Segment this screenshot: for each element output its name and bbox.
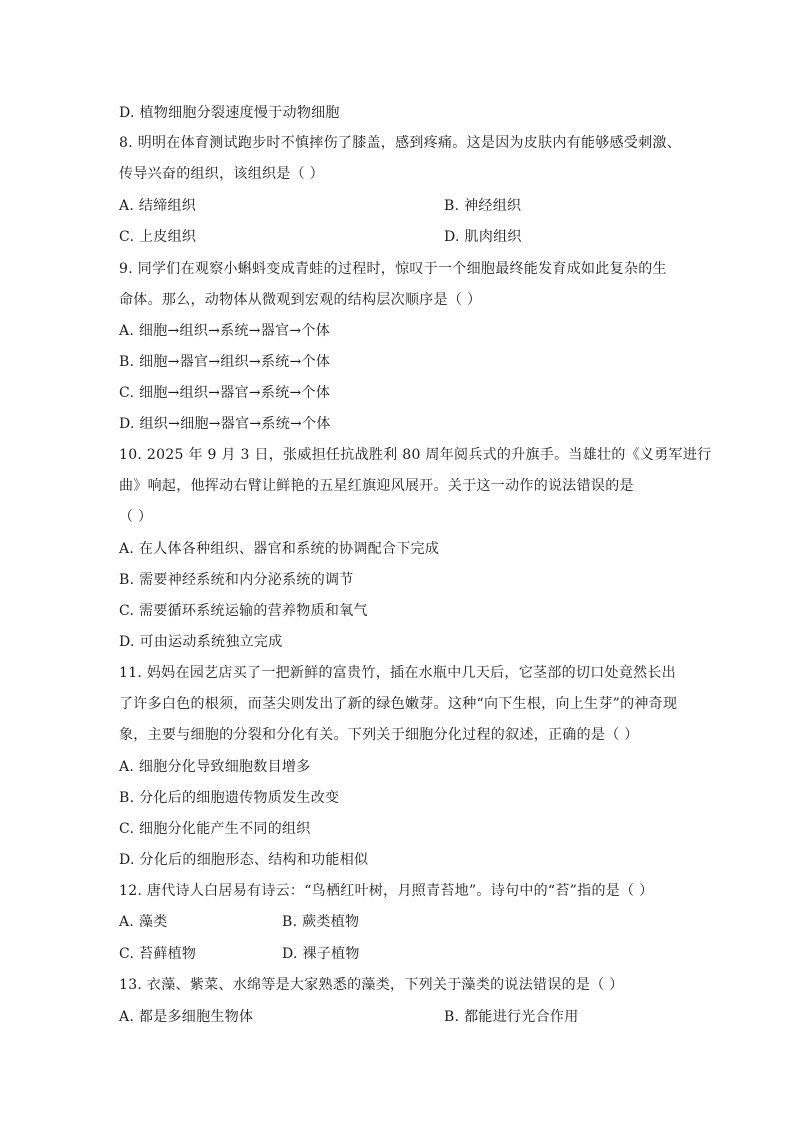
q10-stem-line-1: 10. 2025 年 9 月 3 日，张威担任抗战胜利 80 周年阅兵式的升旗手。当雄壮的《义勇军进行 bbox=[119, 447, 712, 463]
q10-option-a: A. 在人体各种组织、器官和系统的协调配合下完成 bbox=[119, 541, 440, 557]
q10-stem-line-2: 曲》响起，他挥动右臂让鲜艳的五星红旗迎风展开。关于这一动作的说法错误的是 bbox=[119, 478, 634, 494]
q8-option-d: D. 肌肉组织 bbox=[444, 229, 522, 245]
q12-option-b: B. 蕨类植物 bbox=[282, 914, 360, 930]
q10-option-d: D. 可由运动系统独立完成 bbox=[119, 634, 283, 650]
q9-stem-line-1: 9. 同学们在观察小蝌蚪变成青蛙的过程时，惊叹于一个细胞最终能发育成如此复杂的生 bbox=[119, 261, 667, 277]
q12-option-d: D. 裸子植物 bbox=[282, 946, 360, 962]
q8-option-a: A. 结缔组织 bbox=[119, 198, 197, 214]
q8-option-c: C. 上皮组织 bbox=[119, 229, 197, 245]
q11-stem-line-2: 了许多白色的根须，而茎尖则发出了新的绿色嫩芽。这种“向下生根，向上生芽”的神奇现 bbox=[119, 696, 678, 712]
q12-option-a: A. 藻类 bbox=[119, 914, 168, 930]
q9-option-a: A. 细胞→组织→系统→器官→个体 bbox=[119, 323, 331, 339]
q11-stem-line-1: 11. 妈妈在园艺店买了一把新鲜的富贵竹，插在水瓶中几天后，它茎部的切口处竟然长出 bbox=[119, 665, 677, 681]
q9-option-c: C. 细胞→组织→器官→系统→个体 bbox=[119, 385, 331, 401]
q13-stem: 13. 衣藻、紫菜、水绵等是大家熟悉的藻类，下列关于藻类的说法错误的是（ ） bbox=[119, 977, 624, 993]
q12-option-c: C. 苔藓植物 bbox=[119, 946, 197, 962]
q9-option-b: B. 细胞→器官→组织→系统→个体 bbox=[119, 354, 331, 370]
q10-option-c: C. 需要循环系统运输的营养物质和氧气 bbox=[119, 603, 368, 619]
q11-option-b: B. 分化后的细胞遗传物质发生改变 bbox=[119, 790, 340, 806]
q8-option-b: B. 神经组织 bbox=[444, 198, 522, 214]
q9-stem-line-2: 命体。那么，动物体从微观到宏观的结构层次顺序是（ ） bbox=[119, 292, 482, 308]
q9-option-d: D. 组织→细胞→器官→系统→个体 bbox=[119, 416, 331, 432]
q11-option-a: A. 细胞分化导致细胞数目增多 bbox=[119, 759, 311, 775]
q11-option-c: C. 细胞分化能产生不同的组织 bbox=[119, 821, 311, 837]
q13-option-b: B. 都能进行光合作用 bbox=[444, 1009, 579, 1025]
q10-stem-line-3: （ ） bbox=[119, 509, 153, 525]
q11-stem-line-3: 象，主要与细胞的分裂和分化有关。下列关于细胞分化过程的叙述，正确的是（ ） bbox=[119, 727, 639, 743]
q7-option-d: D. 植物细胞分裂速度慢于动物细胞 bbox=[119, 105, 340, 121]
q10-option-b: B. 需要神经系统和内分泌系统的调节 bbox=[119, 572, 354, 588]
q8-stem-line-2: 传导兴奋的组织，该组织是（ ） bbox=[119, 166, 324, 182]
q11-option-d: D. 分化后的细胞形态、结构和功能相似 bbox=[119, 852, 369, 868]
q8-stem-line-1: 8. 明明在体育测试跑步时不慎摔伤了膝盖，感到疼痛。这是因为皮肤内有能够感受刺激、 bbox=[119, 135, 682, 151]
q13-option-a: A. 都是多细胞生物体 bbox=[119, 1009, 254, 1025]
q12-stem: 12. 唐代诗人白居易有诗云：“鸟栖红叶树，月照青苔地”。诗句中的“苔”指的是（ ） bbox=[119, 883, 654, 899]
